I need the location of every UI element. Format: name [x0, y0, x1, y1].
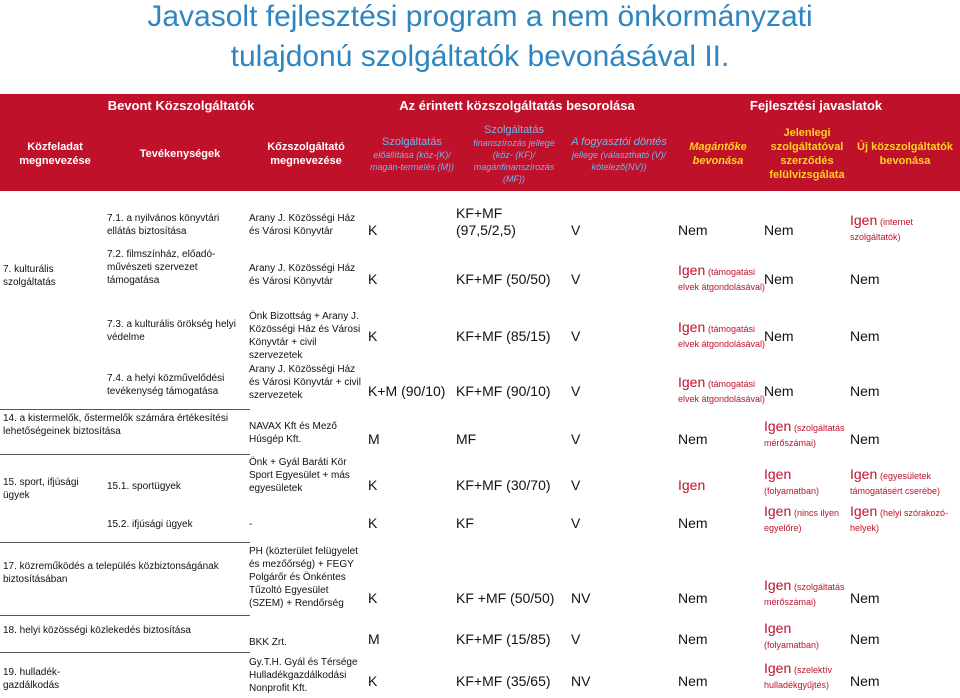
new-15-1: Igen (egyesületek támogatásért cserébe) — [850, 466, 941, 496]
provider-7-2: Arany J. Közösségi Ház és Városi Könyvtár — [249, 263, 356, 287]
task-19: 19. hulladék-gazdálkodás — [3, 667, 61, 691]
rev-7-2: Nem — [764, 271, 794, 287]
fin-17: KF +MF (50/50) — [456, 590, 555, 606]
new-17: Nem — [850, 590, 880, 606]
rev-17: Igen (szolgáltatás mérőszámai) — [764, 577, 845, 607]
fin-14: MF — [456, 431, 477, 447]
priv-7-2: Igen (támogatási elvek átgondolásával) — [678, 262, 766, 292]
prod-14: M — [368, 431, 380, 447]
col-magantoke: Magántőke bevonása — [689, 141, 747, 167]
provider-19: Gy.T.H. Gyál és Térsége Hulladékgazdálkodási Nonprofit Kft. — [249, 657, 358, 694]
activity-15-1: 15.1. sportügyek — [107, 481, 181, 492]
choice-7-2: V — [571, 271, 581, 287]
prod-17: K — [368, 590, 378, 606]
provider-7-1: Arany J. Közösségi Ház és Városi Könyvtár — [249, 213, 356, 237]
choice-14: V — [571, 431, 581, 447]
prod-18: M — [368, 631, 380, 647]
activity-7-2: 7.2. filmszínház, előadó-művészeti szervezet támogatása — [107, 249, 216, 286]
provider-7-4: Arany J. Közösségi Ház és Városi Könyvtár + civil szervezetek — [249, 364, 361, 401]
provider-17: PH (közterület felügyelet és mezőőrség) + FEGY Polgárőr és Önkéntes Tűzoltó Egyesület (SZEM) + Rendőrség — [249, 546, 358, 609]
fin-18: KF+MF (15/85) — [456, 631, 551, 647]
choice-19: NV — [571, 673, 591, 689]
divider — [0, 615, 250, 616]
choice-17: NV — [571, 590, 591, 606]
task-17: 17. közreműködés a település közbiztonságának biztosításában — [3, 561, 219, 585]
provider-7-3: Önk Bizottság + Arany J. Közösségi Ház és Városi Könyvtár + civil szervezetek — [249, 311, 361, 361]
rev-7-4: Nem — [764, 383, 794, 399]
fin-7-1-b: (97,5/2,5) — [456, 222, 516, 238]
rev-15-1: Igen (folyamatban) — [764, 466, 820, 496]
fin-15-2: KF — [456, 515, 474, 531]
rev-18: Igen (folyamatban) — [764, 620, 820, 650]
priv-15-1: Igen — [678, 477, 706, 493]
priv-17: Nem — [678, 590, 708, 606]
new-15-2: Igen (helyi szórakozó-helyek) — [850, 503, 949, 533]
rev-19: Igen (szelektív hulladékgyűjtés) — [764, 660, 833, 690]
priv-14: Nem — [678, 431, 708, 447]
col-kozfeladat: Közfeladat megnevezése — [19, 141, 91, 167]
prod-15-2: K — [368, 515, 378, 531]
divider — [0, 542, 250, 543]
activity-7-3: 7.3. a kulturális örökség helyi védelme — [107, 319, 236, 343]
col-finanszirozas: Szolgáltatás finanszírozás jellege (köz- (KF)/ magánfinanszírozás (MF)) — [473, 124, 555, 184]
column-header-band — [0, 117, 960, 191]
priv-7-4: Igen (támogatási elvek átgondolásával) — [678, 374, 766, 404]
choice-18: V — [571, 631, 581, 647]
choice-15-1: V — [571, 477, 581, 493]
priv-15-2: Nem — [678, 515, 708, 531]
prod-7-4: K+M (90/10) — [368, 383, 446, 399]
group-header-band — [0, 94, 960, 117]
new-7-3: Nem — [850, 328, 880, 344]
rev-7-1: Nem — [764, 222, 794, 238]
fin-7-2: KF+MF (50/50) — [456, 271, 551, 287]
activity-7-1: 7.1. a nyilvános könyvtári ellátás biztosítása — [107, 213, 220, 237]
choice-7-4: V — [571, 383, 581, 399]
new-7-2: Nem — [850, 271, 880, 287]
rev-15-2: Igen (nincs ilyen egyelőre) — [764, 503, 840, 533]
provider-18: BKK Zrt. — [249, 637, 287, 648]
fin-7-4: KF+MF (90/10) — [456, 383, 551, 399]
divider — [0, 454, 250, 455]
priv-7-3: Igen (támogatási elvek átgondolásával) — [678, 319, 766, 349]
task-18: 18. helyi közösségi közlekedés biztosítása — [3, 625, 191, 636]
prod-7-3: K — [368, 328, 378, 344]
group-kulturalis: 7. kulturális szolgáltatás — [3, 264, 56, 288]
col-fogyasztoi-dontes: A fogyasztói döntés jellege (választható (V)/ kötelező(NV)) — [571, 136, 667, 172]
col-uj-kozszolgaltatok: Új közszolgáltatók bevonása — [857, 141, 953, 167]
fin-7-3: KF+MF (85/15) — [456, 328, 551, 344]
divider — [0, 652, 250, 653]
rev-7-3: Nem — [764, 328, 794, 344]
new-14: Nem — [850, 431, 880, 447]
col-kozszolgaltato: Kőzszolgáltató megnevezése — [267, 141, 345, 167]
fin-7-1-a: KF+MF — [456, 205, 503, 221]
group-fejlesztes: Fejlesztési javaslatok — [749, 98, 883, 113]
prod-7-2: K — [368, 271, 378, 287]
group-sport: 15. sport, ifjúsági ügyek — [3, 477, 79, 501]
title-line-2: tulajdonú szolgáltatók bevonásával II. — [230, 40, 730, 73]
priv-18: Nem — [678, 631, 708, 647]
prod-15-1: K — [368, 477, 378, 493]
title-line-1: Javasolt fejlesztési program a nem önkormányzati — [147, 0, 813, 33]
task-14: 14. a kistermelők, őstermelők számára értékesítési lehetőségeinek biztosítása — [3, 413, 229, 437]
choice-7-1: V — [571, 222, 581, 238]
provider-15-2: - — [249, 519, 253, 530]
activity-7-4: 7.4. a helyi közművelődési tevékenység támogatása — [107, 373, 225, 397]
provider-14: NAVAX Kft és Mező Húsgép Kft. — [249, 421, 337, 445]
group-besorolas: Az érintett közszolgáltatás besorolása — [399, 98, 635, 113]
new-7-1: Igen (internet szolgáltatók) — [850, 212, 914, 242]
rev-14: Igen (szolgáltatás mérőszámai) — [764, 418, 845, 448]
new-19: Nem — [850, 673, 880, 689]
divider — [0, 409, 250, 410]
priv-7-1: Nem — [678, 222, 708, 238]
fin-19: KF+MF (35/65) — [456, 673, 551, 689]
provider-15-1: Önk + Gyál Baráti Kör Sport Egyesület + más egyesületek — [249, 457, 350, 494]
group-bevont: Bevont Közszolgáltatók — [107, 98, 255, 113]
prod-7-1: K — [368, 222, 378, 238]
choice-7-3: V — [571, 328, 581, 344]
col-felulvizsgalat: Jelenlegi szolgáltatóval szerződés felülvizsgálata — [769, 127, 845, 181]
priv-19: Nem — [678, 673, 708, 689]
col-tevekenysegek: Tevékenységek — [139, 148, 221, 160]
page-title — [0, 0, 960, 74]
choice-15-2: V — [571, 515, 581, 531]
fin-15-1: KF+MF (30/70) — [456, 477, 551, 493]
activity-15-2: 15.2. ifjúsági ügyek — [107, 519, 193, 530]
new-7-4: Nem — [850, 383, 880, 399]
new-18: Nem — [850, 631, 880, 647]
col-eloallitas: Szolgáltatás előállítása (köz-(K)/ magán-termelés (M)) — [369, 136, 454, 172]
prod-19: K — [368, 673, 378, 689]
